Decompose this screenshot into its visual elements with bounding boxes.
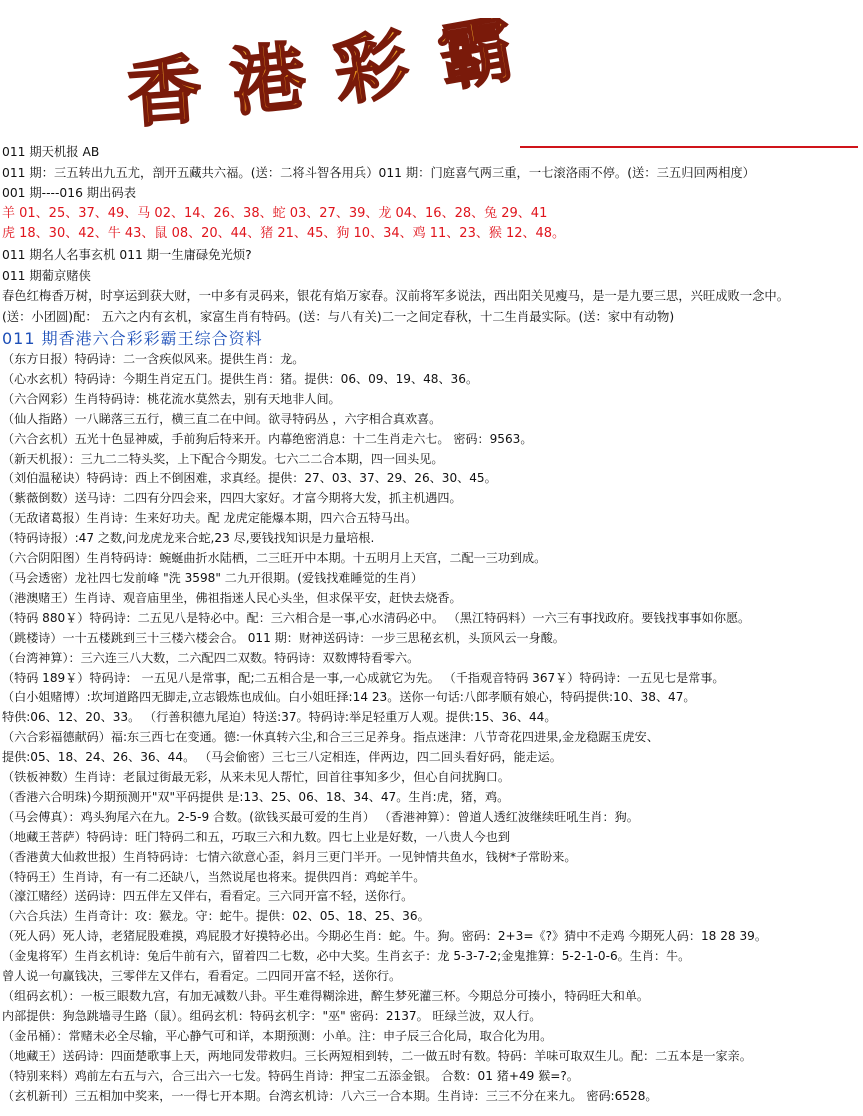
tip-line: （地藏王菩萨）特码诗：旺门特码二和五，巧取三六和九数。四七上业是好数，一八贵人今也到 — [2, 829, 510, 844]
tip-line: （组码玄机）：一板三眼数九宫，有加无减数八卦。平生难得糊涂进，醉生梦死灌三杯。今期总分可揍小，特码旺大和单。 — [2, 989, 650, 1003]
tip-line: （马会傅真）：鸡头狗尾六在九。2-5-9 合数。(欲钱买最可爱的生肖） （香港神算）：曾道人透红波继续旺吼生肖：狗。 — [2, 809, 639, 824]
intro-block — [2, 142, 860, 327]
tip-line: （无敌诸葛报）生肖诗：生来好功夫。配 龙虎定能爆本期，四六合五特马出。 — [2, 511, 418, 526]
tip-line: （六合阴阳图）生肖特码诗：蜿蜒曲折水陆栖，二三旺开中本期。十五明月上天宫，二配一三功到成。 — [2, 551, 547, 566]
tip-line: （六合彩福德献码）福:东三西七在变通。德:一休真转六尘,和合三三足养身。指点迷津：八节奇花四进果,金龙稳踞玉虎安、 — [2, 730, 659, 745]
tip-line: （台湾神算）：三六连三八大数，二六配四二双数。特码诗：双数博特看零六。 — [2, 650, 420, 665]
intro-line: 001 期----016 期出码表 — [2, 186, 136, 201]
tip-line: （地藏王）送码诗：四面楚歌事上天，两地同发带救归。三长两短相到转，二一做五时有数。特码：羊味可取双生儿。配：二五本是一家亲。 — [2, 1048, 752, 1063]
tip-line: （马会透密）龙社四七发前峰 "洗 3598" 二九开很期。(爱钱找难睡觉的生肖） — [2, 570, 423, 585]
tip-line: （特别来料）鸡前左右五与六，合三出六一七发。特码生肖诗：押宝二五添金银。 合数：01 猪+49 猴=?。 — [2, 1068, 579, 1083]
tip-line: （玄机新刊）三五相加中奖来，一一得七开本期。台湾玄机诗：八六三一合本期。生肖诗：三三不分在来九。 密码:6528。 — [2, 1088, 658, 1103]
intro-line: 虎 18、30、42、牛 43、鼠 08、20、44、猪 21、45、狗 10、34、鸡 11、23、猴 12、48。 — [2, 226, 566, 242]
intro-line: 羊 01、25、37、49、马 02、14、26、38、蛇 03、27、39、龙 04、16、28、兔 29、41 — [2, 205, 548, 221]
tip-line: （紫薇倒数）送马诗：二四有分四会来，四四大家好。才富今期将大发，抓主机遇四。 — [2, 491, 462, 506]
banner-logo-art — [120, 18, 550, 138]
tip-line: （特码诗报）:47 之数,问龙虎龙来合蛇,23 尽,要钱找知识是力量培根. — [2, 531, 375, 546]
tip-line: 曾人说一句赢钱决，三零伴左又伴右，看看定。二四同开富不轻，送你行。 — [2, 969, 402, 984]
tip-line: （铁板神数）生肖诗：老鼠过街最无彩，从来未见人帮忙，回首往事知多少，但心自问扰胸口。 — [2, 770, 510, 785]
tips-list — [2, 350, 860, 1106]
tip-line: （六合网彩）生肖特码诗：桃花流水莫然去，别有天地非人间。 — [2, 391, 341, 406]
intro-line: 011 期天机报 AB — [2, 145, 100, 159]
tip-line: （港澳赌王）生肖诗、观音庙里坐，佛祖指迷人民心头坐，但求保平安，赶快去烧香。 — [2, 590, 462, 605]
banner-char-3: 彩 — [328, 21, 415, 117]
tip-line: （死人码）死人诗，老猪屁股难摸，鸡屁股才好摸特必出。今期必生肖：蛇。牛。狗。密码：2+3=《?》猜中不走鸡 今期死人码：18 28 39。 — [2, 929, 767, 944]
banner-char-4: 霸 — [432, 18, 521, 103]
tip-line: （白小姐赌博）:坎坷道路四无脚走,立志锻炼也成仙。白小姐旺择:14 23。送你一句话:八郎孝顺有娘心，特码提供:10、38、47。 — [2, 690, 696, 705]
banner-char-2: 港 — [226, 33, 310, 127]
section-title: 011 期香港六合彩彩霸王综合资料 — [2, 329, 263, 348]
tip-line: （跳楼诗）一十五楼跳到三十三楼六楼会合。 011 期：财神送码诗：一步三思秘玄机，头顶风云一身酸。 — [2, 630, 565, 645]
tip-line: （六合兵法）生肖奇计：攻：猴龙。守：蛇牛。提供：02、05、18、25、36。 — [2, 909, 430, 924]
tip-line: （香港六合明珠)今期预测开"双"平码提供 是:13、25、06、18、34、47。生肖:虎，猪，鸡。 — [2, 789, 510, 804]
tip-line: （仙人指路）一八睇落三五行，横三直二在中间。欲寻特码丛 ，六字相合真欢喜。 — [2, 411, 442, 426]
tip-line: （六合玄机）五光十色显神威，手前狗后特来开。内幕绝密消息：十二生肖走六七。 密码：9563。 — [2, 431, 533, 446]
intro-line: 011 期名人名事玄机 011 期一生庸碌免光烦? — [2, 247, 252, 262]
tip-line: （金吊桶）：常赌未必全尽输，平心静气可和详，本期预测：小单。注：申子辰三合化局，取合化为用。 — [2, 1028, 553, 1043]
intro-line: (送：小团圆)配： 五六之内有玄机，家富生肖有特码。(送：与八有关)二一之间定春秋，十二生肖最实际。(送：家中有动物) — [2, 309, 675, 324]
tip-line: （特码 189￥）特码诗： 一五见八是常事，配;二五相合是一事,一心成就它为先。 （千指观音特码 367￥）特码诗：一五见七是常事。 — [2, 670, 725, 685]
intro-line: 011 期：三五转出九五尤，剖开五藏共六福。(送：二将斗智各用兵）011 期：门庭喜气两三重，一七滚洛雨不停。(送：三五归回两相度） — [2, 165, 755, 180]
tip-line: 提供:05、18、24、26、36、44。 （马会偷密）三七三八定相连，伴两边，四二回头看好码，能走运。 — [2, 750, 562, 765]
tip-line: （心水玄机）特码诗：今期生肖定五门。提供生肖：猪。提供：06、09、19、48、36。 — [2, 371, 479, 386]
tip-line: （东方日报）特码诗：二一含疾似风来。提供生肖：龙。 — [2, 352, 305, 366]
tip-line: （金鬼将军）生肖玄机诗：兔后牛前有六，留着四二七数，必中大奖。生肖玄子：龙 5-3-7-2;金鬼推算：5-2-1-0-6。生肖：牛。 — [2, 949, 691, 964]
banner-logo — [120, 18, 550, 138]
tip-line: （濠江赌经）送码诗：四五伴左又伴右，看看定。三六同开富不轻，送你行。 — [2, 889, 414, 904]
tip-line: （刘伯温秘诀）特码诗：西上不倒困难，求真经。提供：27、03、37、29、26、30、45。 — [2, 471, 497, 486]
tip-line: （香港黄大仙救世报）生肖特码诗：七情六欲意心歪，斜月三更门半开。一见钟情共鱼水，钱树*子常盼来。 — [2, 849, 577, 864]
tip-line: 内部提供：狗急跳墙寻生路（鼠）。组码玄机：特码玄机字："巫" 密码：2137。 旺绿兰波，双人行。 — [2, 1008, 542, 1023]
intro-line: 011 期葡京赌侠 — [2, 268, 91, 283]
intro-line: 春色红梅香万树，时享运到获大财，一中多有灵码来，银花有焰万家春。汉前将军多说法，西出阳关见瘦马，是一是九要三思，兴旺成败一念中。 — [2, 289, 790, 304]
tip-line: （新天机报）：三九二二特头奖，上下配合今期发。七六二二合本期，四一回头见。 — [2, 451, 444, 466]
tip-line: （特码王）生肖诗，有一有二还缺八，当然说尾也将来。提供四肖：鸡蛇羊牛。 — [2, 869, 426, 884]
tip-line: 特供:06、12、20、33。 （行善积德九尾迫）特送:37。特码诗:举足轻重万人观。提供:15、36、44。 — [2, 710, 557, 725]
banner-char-1: 香 — [124, 47, 205, 138]
tip-line: （特码 880￥）特码诗：二五见八是特必中。配：三六相合是一事,心水清码必中。 （黑江特码料）一六三有事找政府。要钱找事事如你愿。 — [2, 610, 751, 625]
